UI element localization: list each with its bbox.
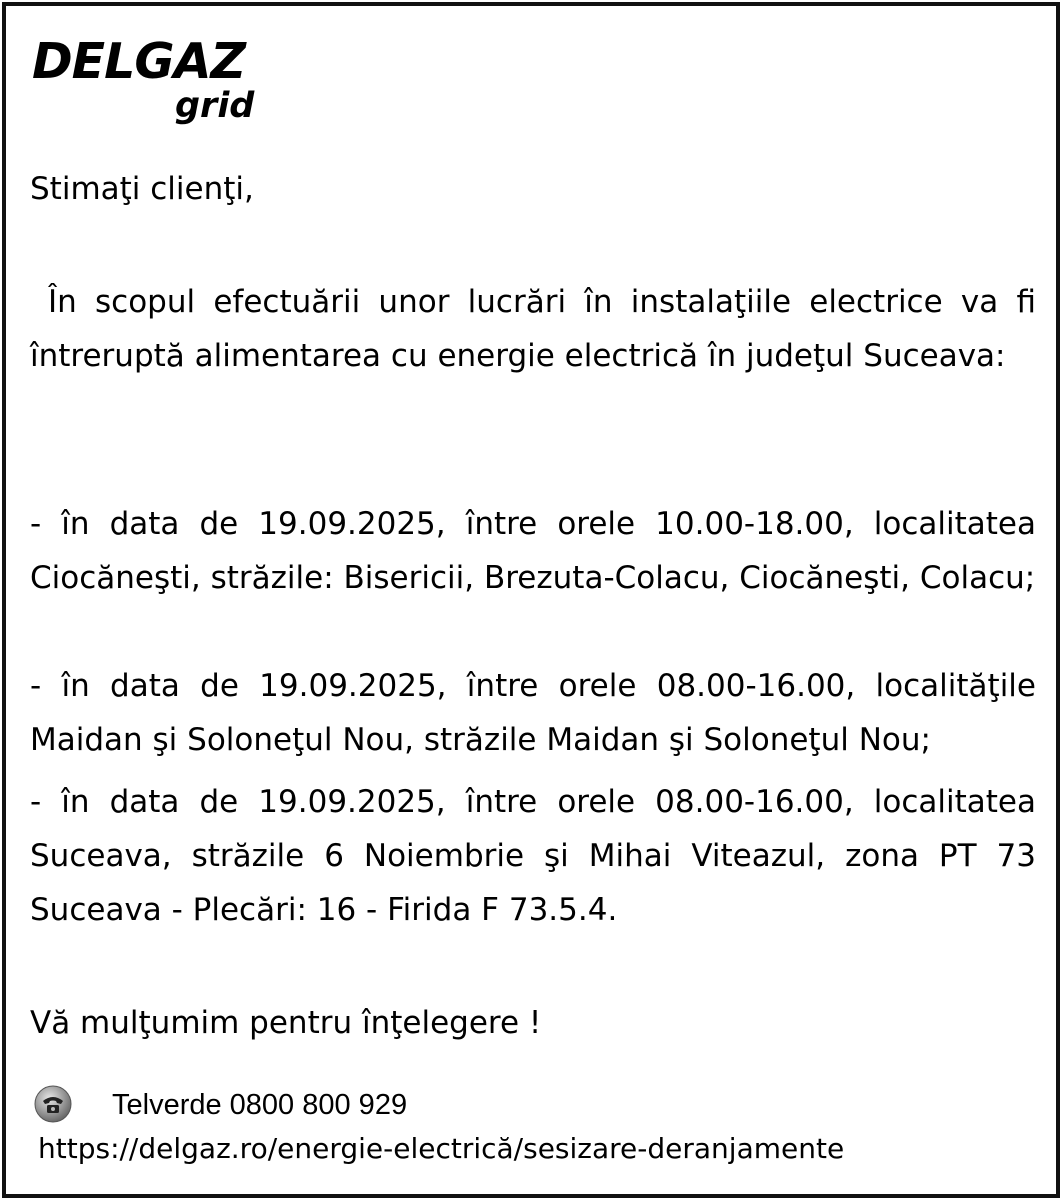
logo-brand: DELGAZ	[32, 33, 246, 90]
website-link[interactable]: https://delgaz.ro/energie-electrică/sesizare-deranjamente	[38, 1132, 845, 1165]
delgaz-grid-logo	[32, 34, 272, 130]
logo-sub: grid	[175, 86, 255, 126]
outage-item-3: - în data de 19.09.2025, între orele 08.00-16.00, localitatea Suceava, străzile 6 Noiembrie şi Mihai Viteazul, zona PT 73 Suceava - Plecări: 16 - Firida F 73.5.4.	[30, 784, 1036, 928]
intro-paragraph: În scopul efectuării unor lucrări în instalaţiile electrice va fi întreruptă alimentarea cu energie electrică în judeţul Suceava:	[30, 284, 1036, 374]
phone-number: Telverde 0800 800 929	[112, 1089, 408, 1121]
thanks-line: Vă mulţumim pentru înţelegere !	[30, 1005, 542, 1041]
outage-item-2: - în data de 19.09.2025, între orele 08.00-16.00, localităţile Maidan şi Soloneţul Nou, străzile Maidan şi Soloneţul Nou;	[30, 668, 1036, 758]
outage-item-1: - în data de 19.09.2025, între orele 10.00-18.00, localitatea Ciocăneşti, străzile: Bisericii, Brezuta-Colacu, Ciocăneşti, Colacu;	[30, 506, 1036, 596]
greeting: Stimaţi clienţi,	[30, 171, 254, 207]
phone-icon	[34, 1085, 72, 1123]
